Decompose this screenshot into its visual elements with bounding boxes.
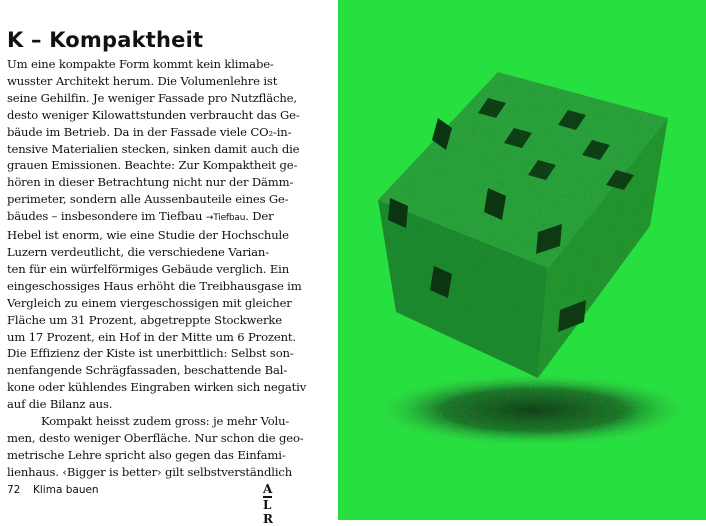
text-line: Hebel ist enorm, wie eine Studie der Hochschule (7, 228, 289, 243)
text-line: nenfangende Schrägfassaden, beschattende Bal- (7, 363, 288, 378)
text-line: hören in dieser Betrachtung nicht nur der Dämm- (7, 175, 294, 190)
section-title: Klima bauen (33, 484, 99, 496)
text-line: auf die Bilanz aus. (7, 397, 113, 412)
illustration-page (338, 0, 706, 520)
chapter-nav (263, 482, 297, 526)
text-line: grauen Emissionen. Beachte: Zur Kompaktheit ge- (7, 158, 298, 173)
cross-reference-label: Tiefbau (213, 213, 246, 224)
text-line: desto weniger Kilowattstunden verbraucht das Ge- (7, 107, 300, 122)
text-line: bäude im Betrieb. Da in der Fassade viele CO₂-in- (7, 124, 292, 139)
text-line: metrische Lehre spricht also gegen das Einfami- (7, 447, 286, 462)
text-line: wusster Architekt herum. Die Volumenlehre ist (7, 73, 278, 88)
text-line: um 17 Prozent, ein Hof in der Mitte um 6 Prozent. (7, 329, 296, 344)
text-line: Fläche um 31 Prozent, abgetreppte Stockwerke (7, 312, 282, 327)
text-line: ten für ein würfelförmiges Gebäude verglich. Ein (7, 261, 290, 276)
text-line: men, desto weniger Oberfläche. Nur schon die geo- (7, 430, 304, 445)
text-line: Kompakt heisst zudem gross: je mehr Volu- (41, 414, 290, 429)
cube-shadow (368, 372, 698, 448)
text-line: Vergleich zu einem viergeschossigen mit gleicher (7, 295, 292, 310)
text-line: Die Effizienz der Kiste ist unerbittlich: Selbst son- (7, 346, 294, 361)
arrow-right-icon: → (205, 213, 214, 224)
chapter-nav-a[interactable]: A (263, 482, 273, 496)
text-line: eingeschossiges Haus erhöht die Treibhausgase im (7, 278, 302, 293)
page-number: 72 (7, 484, 21, 496)
page-footer (7, 482, 297, 526)
chapter-nav-r[interactable]: R (263, 512, 273, 526)
text-line: Luzern verdeutlicht, die verschiedene Varian- (7, 244, 270, 259)
text-line: seine Gehilfin. Je weniger Fassade pro Nutzfläche, (7, 90, 297, 105)
text-line: perimeter, sondern alle Aussenbauteile eines Ge- (7, 192, 289, 207)
cross-reference-link[interactable] (206, 213, 245, 223)
text-page (0, 0, 338, 526)
text-line: kone oder kühlendes Eingraben wirken sich negativ (7, 380, 307, 395)
text-line: lienhaus. ‹Bigger is better› gilt selbstverständlich (7, 464, 293, 479)
body-text (7, 56, 333, 481)
text-fragment: bäudes – insbesondere im Tiefbau (7, 209, 203, 224)
text-line-with-reference (7, 208, 333, 227)
text-line: tensive Materialien stecken, sinken damit auch die (7, 141, 300, 156)
chapter-nav-l[interactable]: L (263, 498, 272, 512)
text-fragment: . Der (245, 209, 274, 224)
page-title: K – Kompaktheit (7, 28, 204, 52)
cube-illustration (338, 0, 706, 520)
text-line: Um eine kompakte Form kommt kein klimabe- (7, 57, 274, 71)
